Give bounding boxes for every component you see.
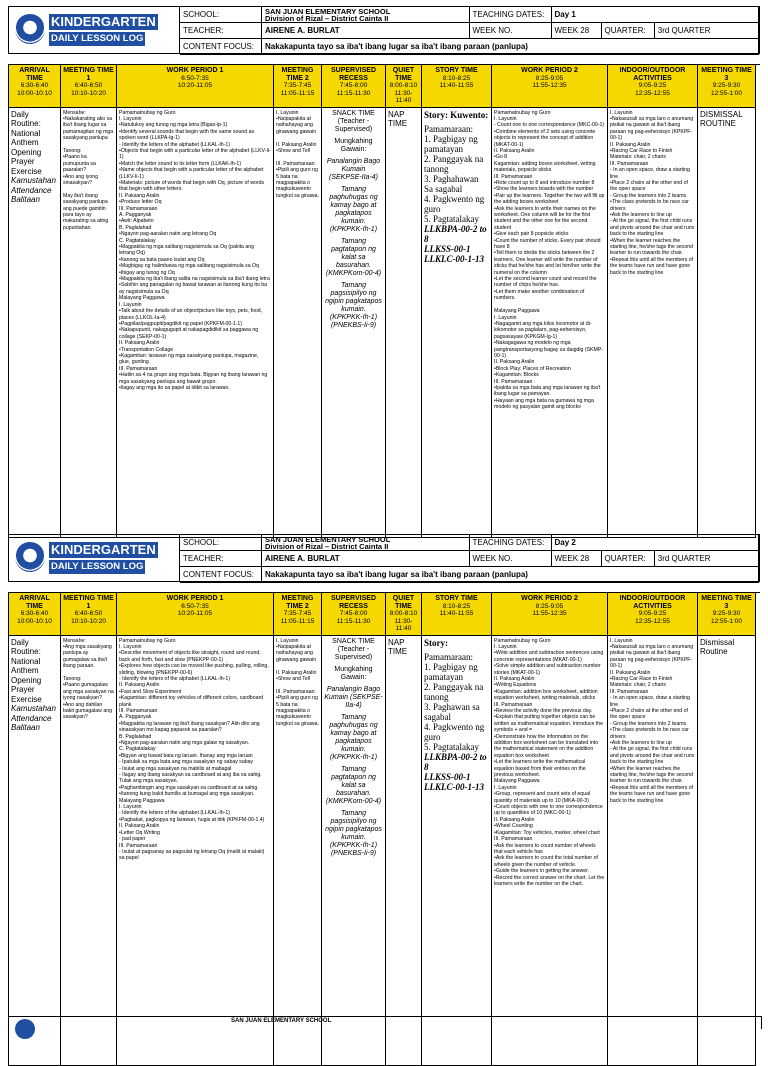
header-grid: [180, 7, 759, 53]
lesson-log-day1: [8, 6, 760, 538]
col-header-story: [422, 65, 492, 108]
meeting-2-text: I. Layunin •Naipapakita at naihahayag ang ginawang gawain II. Paksang Aralin •Show and Tell III. Pamamaraan: •Pipili ang guro ng 5 bata na magpapakita o magkukuwento tungkol sa ginawa.: [276, 637, 319, 727]
focus-value: Nakakapunta tayo sa iba't ibang lugar sa iba't ibang paraan (panlupa): [262, 39, 759, 55]
dates-label: TEACHING DATES:: [470, 535, 552, 551]
school-label: SCHOOL:: [180, 7, 262, 23]
arrival-italic: Kamustahan Attendance Balitaan: [11, 704, 56, 732]
col-header-outdoor: [608, 593, 698, 636]
col-header-quiet: [386, 65, 422, 108]
meeting-3-text: DISMISSAL ROUTINE: [700, 109, 743, 128]
deped-seal-icon: [15, 14, 45, 44]
week-quarter: [552, 23, 760, 39]
col-header-title: MEETING TIME 1: [63, 67, 114, 82]
day-value: Day 1: [552, 7, 760, 23]
col-header-title: MEETING TIME 3: [701, 595, 752, 610]
quarter-label: QUARTER:: [602, 23, 655, 38]
cell-story: [422, 636, 492, 1066]
quarter-label: QUARTER:: [602, 551, 655, 566]
col-header-time: 9:05-9:25 12:35-12:55: [635, 610, 670, 625]
story-steps: Pamamaraan: 1. Pagbigay ng pamatayan 2. Panggayak na tanong 3. Paghawan sa sagabal 4. Pagkwento ng guro 5. Pagtatalakay: [424, 651, 485, 752]
col-header-title: ARRIVAL TIME: [19, 595, 50, 610]
col-header-title: SUPERVISED RECESS: [331, 67, 376, 82]
recess-title: SNACK TIME (Teacher -Supervised): [332, 109, 375, 133]
cell-work-period-1: [117, 636, 274, 1066]
col-header-meeting-3: [698, 65, 756, 108]
story-heading: Story:: [424, 637, 448, 648]
teacher-label: TEACHER:: [180, 23, 262, 39]
work-period-2-text: Pamamatnubay ng Guro I. Layunin - Count one to one correspondence (MKC-00-1) •Combine elements of 2 sets using concrete objects to represent the concept of addition (MKAT-00-1) II. Paksang Aralin •Go 8 Kagamitan: adding boxes worksheet, writing materials, popsicle sticks III. Pamamaraan •Rote count up to 8 and introduce number 8 •Show the learners boards with the number •Pair up the learners. Together the two will fill up the adding boxes worksheet •Ask the learners to write their names on the worksheet. One column will be for the first student and the other one for the second student •Give each pair 8 popsicle sticks •Count the number of sticks. Every pair should have 8 •Tell them to divide the sticks between the 2 learners. One learner will write the number of sticks that he/she has and let him/her write the numeral on the column •Let the second learner count and record the number of chips he/she has. •Let them make another combination of numbers. Malayang Paggawa I. Layunin •Nagagamit ang mga kilos locomotor at di-lokomotor sa paglalaro, pag-eehersisyo, pagsasayaw (KPKGM-Ig-1) •Nakagagawa ng modelo ng mga pangtransportasyong bagay sa daigdig (SKMP-00-1) II. Paksang Aralin •Block Play: Places of Recreation •Kagamitan: Blocks III. Pamamaraan •Ipakita sa mga bata ang mga larawan ng iba't ibang lugar sa pamayan. •Hayaan ang mga bata na gumawa ng mga modelo ng pasyalan gamit ang blocks: [494, 109, 605, 411]
cell-arrival: [9, 108, 61, 538]
col-header-title: WORK PERIOD 2: [521, 595, 578, 602]
work-period-1-text: Pamamatnubay ng Guro I. Layunin •Describe movement of objects like straight, round and round, back and forth, fast and slow (PNEKPP-00-1) •Explores how objects can be moved like pushing, pulling, rolling, sliding, blowing (PNEKPP-00-6) - Identify the letters of the alphabet (LLKAL-Ih-1) II. Paksang Aralin •Fast and Slow Experiment •Kagamitan: different toy vehicles of different colors, cardboard plank III. Pamamaraan A. Pagganyak •Magpakita ng larawan ng iba't ibang sasakyan? Alin dito ang sinasakyan mo kapag papasok sa paaralan? B. Paglalahad •Ngayon pag-aaralan natin ang mga galaw ng sasakyan. C. Pagtatalakay •Bigyan ang bawat bata ng laruan. Ihanay ang mga laruan - Ipatulak sa mga bata ang mga sasakyan ng sabay sabay - Isulat ang mga sasakyan na mabilis at mabagal - Ilagay ang ibang sasakyan sa cardboard at ang iba sa sahig. Tulak ang mga sasakyan. •Paghambingin ang mga sasakyan sa cardboard at sa sahig. •Itanong kung bakit bumilis at bumagal ang mga sasakyan. Malayang Paggawa I. Layunin - Identify the letters of the alphabet (LLKAL-Ih-1) •Pagbakat, pagkopya ng larawan, hugis at titik (KPKFM-00-1.4) II. Paksang Aralin •Letter Oq Writing - pad paper III. Pamamaraan - Isulat at pagsanay sa pagsulat ng letrang Oq (maliit at malaki) sa papel: [119, 637, 269, 862]
col-header-time: 8:10-8:25 11:40-11:55: [439, 602, 474, 617]
col-header-arrival: [9, 65, 61, 108]
cell-meeting-1: [61, 108, 117, 538]
cell-outdoor: [608, 108, 698, 538]
col-header-arrival: [9, 593, 61, 636]
story-codes: LLKBPA-00-2 to 8 LLKSS-00-1 LLKLC-00-1-13: [424, 751, 487, 792]
col-header-time: 6:30-6:40 10:00-10:10: [17, 82, 52, 97]
col-header-meeting-3: [698, 593, 756, 636]
week-value: WEEK 28: [552, 551, 602, 566]
col-header-title: WORK PERIOD 2: [521, 67, 578, 74]
outdoor-text: I. Layunin •Nakasusali sa mga laro o anumang pisikal na gawain at iba't ibang paraan ng pag-eehersisyo (KPKPF-00-1) II. Paksang Aralin •Racing Car Race to Finish Materials: chair, 2 chairs III. Pamamaraan - In an open space, draw a starting line •Place 2 chairs at the other end of the open space - Group the learners into 2 teams •The class pretends to be race car drivers •Ask the learners to line up - At the go signal, the first child runs and pivots around the chair and runs back to the starting line •When the learner reaches the starting line, he/she tags the second learner to run towards the chair. •Repeat this until all the members of the teams have run and have gone back to the starting line: [610, 109, 695, 276]
cell-outdoor: [608, 636, 698, 1066]
col-header-time: 6:50-7:35 10:20-11:05: [177, 602, 213, 617]
arrival-routine: Daily Routine: National Anthem Opening Prayer Exercise: [11, 637, 42, 704]
col-header-time: 7:45-8:00 11:15-11:30: [336, 610, 371, 625]
recess-item-2: Tamang paghuhugas ng kamay bago at pagkatapos kumain. (KPKPKK-Ih-1): [329, 713, 378, 761]
col-header-time: 8:25-9:05 11:55-12:35: [532, 74, 567, 89]
cell-story: [422, 108, 492, 538]
work-period-2-text: Pamamatnubay ng Guro I. Layunin •Write addition and subtraction sentences using concrete representations (MKAT-00-1) •Solve simple addition and subtraction number stories (MKAT-00-1) II. Paksang Aralin •Writing Equations •Kagamitan: addition box worksheet, addition equation worksheet, writing materials, sticks III. Pamamaraan •Review the activity done the previous day. •Explain that putting together objects can be written as mathematical equation. Introduce the symbols + and = •Demonstrate how the information on the addition box worksheet can be translated into the mathematical statement on the addition equation box worksheet •Let the learners write the mathematical equation based from their entries on the previous worksheet. Malayang Paggawa I. Layunin •Group, represent and count sets of equal quantity of materials up to 10 (MKA-00-3) •Count objects with one to one correspondence up to quantities of 10 (MKC-00-1) II. Paksang Aralin •Wheel Counting •Kagamitan: Toy vehicles, marker, wheel chart III. Pamamaraan •Ask the learners to count number of wheels that each vehicle has •Ask the learners to count the total number of wheels given the number of vehicle. •Guide the learners in getting the answer. •Record the correct answer on the chart. Let the learners write the number on the chart.: [494, 637, 605, 887]
week-label: WEEK NO.: [470, 551, 552, 567]
meeting-2-text: I. Layunin •Naipapakita at naihahayag ang ginawang gawain II. Paksang Aralin •Show and Tell III. Pamamaraan: •Pipili ang guro ng 5 bata na magpapakita o magkukuwento tungkol sa ginawa.: [276, 109, 319, 199]
meeting-1-text: Mensahe: •Nakakarating ako sa iba't ibang lugar sa pamamagitan ng mga sasakyang panlupa Tanong: •Paano ka pumupunta sa paaralan? •Ano ang iyong sinasakyan? May iba't ibang sasakyang panlupa ang puede gamitin para tayo ay makarating sa ating pupuntahan.: [63, 109, 114, 231]
col-header-meeting-2: [274, 593, 322, 636]
col-header-work-period-1: [117, 593, 274, 636]
focus-label: CONTENT FOCUS:: [180, 567, 262, 583]
col-header-recess: [322, 593, 386, 636]
col-header-story: [422, 593, 492, 636]
schedule-table: [8, 592, 760, 1066]
cell-quiet: [386, 636, 422, 1066]
meeting-1-text: Mensahe: •Ang mga sasakyang panlupa ay gumagalaw sa iba't ibang paraan. Tanong: •Paano gumagalaw ang mga sasakyan na iyong nasakyan? •Ano ang dahilan bakit gumagalaw ang sasakyan?: [63, 637, 114, 721]
week-quarter-grid: [552, 551, 759, 566]
col-header-time: 9:25-9:30 12:55-1:00: [710, 610, 743, 625]
arrival-routine: Daily Routine: National Anthem Opening Prayer Exercise: [11, 109, 42, 176]
logo-area: [9, 7, 180, 53]
col-header-time: 6:50-7:35 10:20-11:05: [177, 74, 213, 89]
col-header-title: MEETING TIME 3: [701, 67, 752, 82]
col-header-time: 6:40-6:50 10:10-10:20: [71, 610, 106, 625]
col-header-title: MEETING TIME 1: [63, 595, 114, 610]
col-header-meeting-2: [274, 65, 322, 108]
schedule-table: [8, 64, 760, 538]
kinder-title: KINDERGARTEN: [51, 542, 156, 557]
quarter-value: 3rd QUARTER: [657, 26, 711, 35]
cell-meeting-2: [274, 636, 322, 1066]
school-value: [262, 7, 470, 23]
cell-meeting-2: [274, 108, 322, 538]
col-header-time: 9:25-9:30 12:55-1:00: [710, 82, 743, 97]
col-header-title: INDOOR/OUTDOOR ACTIVITIES: [619, 595, 686, 610]
quarter-value: 3rd QUARTER: [657, 554, 711, 563]
lesson-log-day3-partial: [8, 1016, 762, 1029]
cell-meeting-3: [698, 108, 756, 538]
lesson-log-day2: [8, 534, 760, 1066]
week-quarter-grid: [552, 23, 759, 38]
cell-meeting-3: [698, 636, 756, 1066]
col-header-time: 7:45-8:00 11:15-11:30: [336, 82, 371, 97]
col-header-title: SUPERVISED RECESS: [331, 595, 376, 610]
col-header-title: QUIET TIME: [392, 67, 415, 82]
cell-recess: [322, 636, 386, 1066]
cell-quiet: [386, 108, 422, 538]
outdoor-text: I. Layunin •Nakasusali sa mga laro o anumang pisikal na gawain at iba't ibang paraan ng pag-eehersisyo (KPKPF-00-1) II. Paksang Aralin •Racing Car Race to Finish Materials: chair, 2 chairs III. Pamamaraan - In an open space, draw a starting line •Place 2 chairs at the other end of the open space - Group the learners into 2 teams •The class pretends to be race car drivers •Ask the learners to line up - At the go signal, the first child runs and pivots around the chair and runs back to the starting line •When the learner reaches the starting line, he/she tags the second learner to run towards the chair. •Repeat this until all the members of the teams have run and have gone back to the starting line: [610, 637, 695, 804]
recess-item-3: Tamang pagtatapon ng kalat sa basurahan. (KMKPKom-00-4): [325, 237, 382, 277]
cell-work-period-1: [117, 108, 274, 538]
school-label: SCHOOL:: [180, 535, 262, 551]
week-label: WEEK NO.: [470, 23, 552, 39]
story-heading: Story: Kuwento:: [424, 109, 489, 120]
work-period-1-text: Pamamatnubay ng Guro I. Layunin •Natutukoy ang tunog ng mga letra (Bigas-ip-1) •Identify several sounds that begin with the same sound as spoken word (LLKPA-Ig-1) - Identify the letters of the alphabet (LLKAL-Ih-1) •Objects that begin with a particular letter of the alphabet (LLKV-Ii-1) •Match the letter sound to its letter form (LLKAK-Ih-1) •Name objects that begin with a particular letter of the alphabet (LLKV-Ii-1) •Materials: picture of words that begin with Oq, picture of words that begin with other letters. II. Paksang Aralin •Produce letter Oq III. Pamamaraan A. Pagganyak •Awit: Alpabeto B. Paglalahad •Ngayon pag-aaralan natin ang letrang Oq C. Pagtatalakay •Magpakita ng mga salitang nagsisimula sa Oq (pakita ang letrang Oq) •Itanong sa bata paano isulat ang Oq •Magbigay ng halimbawa ng mga salitang nagsisimula sa Oq •Ibigay ang tunog ng Oq •Magpakita ng iba't ibang salita na nagsisimula sa iba't ibang letra •Sabihin ang panagalan ng bawat larawan at itanong kung ito ba ay nagsisimula sa Oq Malayang Paggawa I. Layunin •Talk about the details of an object/picture like toys, pets, food, places (LLKOL-Ia-4) •Pagpilas/pagpupit/pagdikit ng papel (KPKFM-00-1.1) •Nakapupunit, nakagugupit at nakapagdidikit sa paggawa ng collage (SEKP-00-1) II. Paksang Aralin •Transportation Collage •Kagamitan: larawan ng mga sasakyang panlupa, magazine, glue, gunting III. Pamamaraan •Hatiin sa 4 na grupo ang mga bata. Bigyan ng ibang larawan ng mga sasakyang panlupa ang bawat grupo. •Ilagay ang mga ito sa papel at idikit sa larawan.: [119, 109, 271, 391]
col-header-time: 8:00-8:10 11:30-11:40: [389, 610, 418, 632]
col-header-meeting-1: [61, 65, 117, 108]
week-quarter: [552, 551, 760, 567]
week-value: WEEK 28: [552, 23, 602, 38]
teacher-value: AIRENE A. BURLAT: [262, 23, 470, 39]
col-header-title: WORK PERIOD 1: [166, 67, 224, 74]
focus-value: Nakakapunta tayo sa iba't ibang lugar sa iba't ibang paraan (panlupa): [262, 567, 759, 583]
col-header-recess: [322, 65, 386, 108]
col-header-time: 8:10-8:25 11:40-11:55: [439, 74, 474, 89]
col-header-quiet: [386, 593, 422, 636]
recess-item-4: Tamang pagsisipilyo ng ngipin pagkatapos kumain. (KPKPKK-Ih-1) (PNEKBS-Ii-9): [325, 281, 382, 329]
recess-subtitle: Mungkahing Gawain:: [334, 137, 373, 153]
story-codes: LLKBPA-00-2 to 8 LLKSS-00-1 LLKLC-00-1-13: [424, 223, 487, 264]
kinder-title: KINDERGARTEN: [51, 14, 156, 29]
col-header-title: QUIET TIME: [392, 595, 415, 610]
col-header-title: MEETING TIME 2: [281, 595, 314, 610]
school-name: SAN JUAN ELEMENTARY SCHOOL: [265, 535, 391, 544]
logo-area: [9, 535, 180, 581]
col-header-work-period-1: [117, 65, 274, 108]
deped-seal-icon: [15, 542, 45, 572]
header-grid: [180, 535, 759, 581]
col-header-time: 7:35-7:45 11:05-11:15: [280, 82, 315, 97]
school-division: Division of Rizal – District Cainta II: [265, 14, 389, 23]
col-header-title: WORK PERIOD 1: [166, 595, 224, 602]
header: [8, 534, 760, 582]
focus-label: CONTENT FOCUS:: [180, 39, 262, 55]
col-header-work-period-2: [492, 65, 608, 108]
recess-item-4: Tamang pagsisipilyo ng ngipin pagkatapos kumain. (KPKPKK-Ih-1) (PNEKBS-Ii-9): [325, 809, 382, 857]
cell-meeting-1: [61, 636, 117, 1066]
recess-item-3: Tamang pagtatapon ng kalat sa basurahan. (KMKPKom-00-4): [325, 765, 382, 805]
school-name: SAN JUAN ELEMENTARY SCHOOL: [231, 1018, 332, 1024]
quiet-text: NAP TIME: [388, 637, 408, 656]
col-header-time: 6:40-6:50 10:10-10:20: [71, 82, 106, 97]
col-header-time: 6:30-6:40 10:00-10:10: [17, 610, 52, 625]
col-header-time: 7:35-7:45 11:05-11:15: [280, 610, 315, 625]
school-division: Division of Rizal – District Cainta II: [265, 542, 389, 551]
dates-label: TEACHING DATES:: [470, 7, 552, 23]
school-name: SAN JUAN ELEMENTARY SCHOOL: [265, 7, 391, 16]
col-header-outdoor: [608, 65, 698, 108]
teacher-value: AIRENE A. BURLAT: [262, 551, 470, 567]
col-header-time: 8:00-8:10 11:30-11:40: [389, 82, 418, 104]
col-header-meeting-1: [61, 593, 117, 636]
dll-title: DAILY LESSON LOG: [51, 561, 144, 572]
col-header-time: 8:25-9:05 11:55-12:35: [532, 602, 567, 617]
col-header-title: ARRIVAL TIME: [19, 67, 50, 82]
arrival-italic: Kamustahan Attendance Balitaan: [11, 176, 56, 204]
cell-work-period-2: [492, 108, 608, 538]
recess-item-2: Tamang paghuhugas ng kamay bago at pagkatapos kumain. (KPKPKK-Ih-1): [329, 185, 378, 233]
teacher-label: TEACHER:: [180, 551, 262, 567]
cell-recess: [322, 108, 386, 538]
day-value: Day 2: [552, 535, 760, 551]
quiet-text: NAP TIME: [388, 109, 408, 128]
recess-subtitle: Mungkahing Gawain:: [334, 665, 373, 681]
cell-arrival: [9, 636, 61, 1066]
col-header-title: STORY TIME: [435, 67, 478, 74]
recess-title: SNACK TIME (Teacher -Supervised): [332, 637, 375, 661]
col-header-title: STORY TIME: [435, 595, 478, 602]
recess-item-1: Panalangin Bago Kumain (SEKPSE-IIa-4): [326, 157, 381, 181]
col-header-work-period-2: [492, 593, 608, 636]
meeting-3-text: Dismissal Routine: [700, 637, 735, 656]
header: [8, 6, 760, 54]
col-header-title: INDOOR/OUTDOOR ACTIVITIES: [619, 67, 686, 82]
deped-seal-icon: [15, 1019, 35, 1039]
recess-item-1: Panalangin Bago Kumain (SEKPSE-IIa-4): [324, 685, 383, 709]
dll-title: DAILY LESSON LOG: [51, 33, 144, 44]
col-header-title: MEETING TIME 2: [281, 67, 314, 82]
school-value: [262, 535, 470, 551]
col-header-time: 9:05-9:25 12:35-12:55: [635, 82, 670, 97]
story-steps: Pamamaraan: 1. Pagbigay ng pamatayan 2. Panggayak na tanong 3. Paghahawan Sa sagabal 4. Pagkwento ng guro 5. Pagtatalakay: [424, 123, 485, 224]
cell-work-period-2: [492, 636, 608, 1066]
